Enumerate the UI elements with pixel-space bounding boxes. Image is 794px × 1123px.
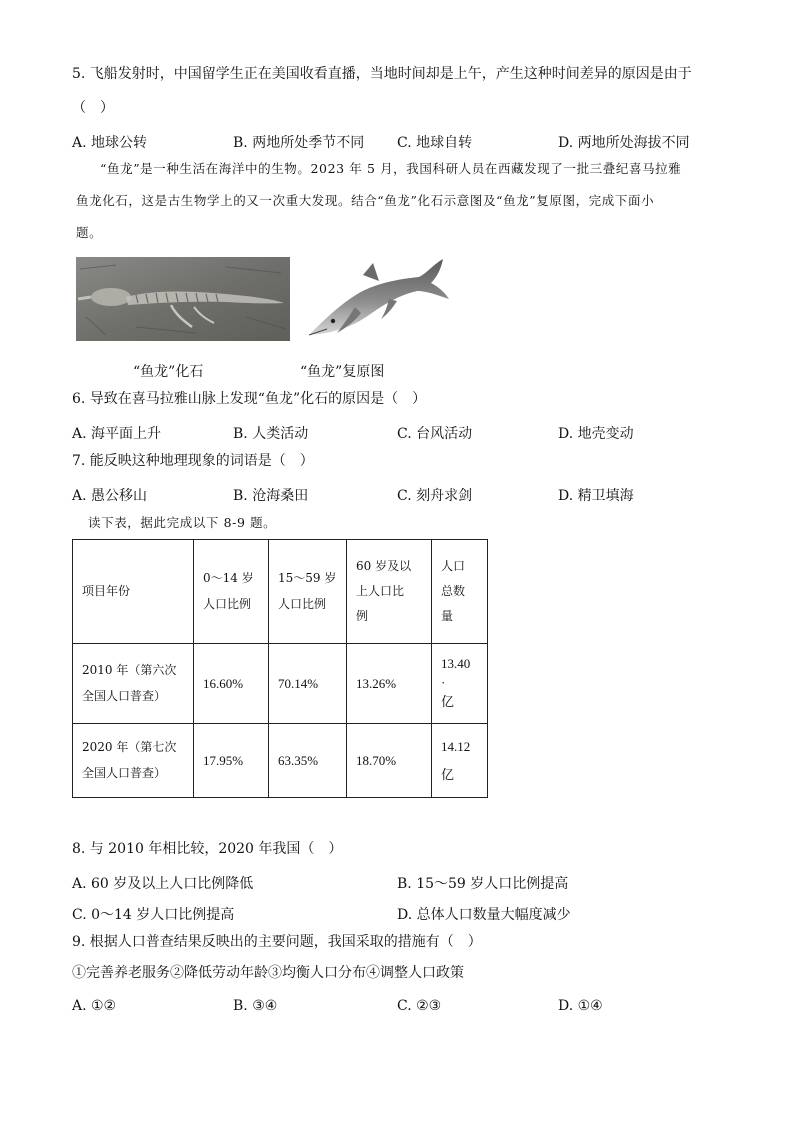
q7-option-d: D. 精卫填海 — [558, 488, 634, 504]
row-2020-year — [73, 724, 194, 798]
q9-option-d: D. ①④ — [558, 998, 603, 1014]
header-working-ratio — [269, 540, 347, 644]
q8-option-b: B. 15～59 岁人口比例提高 — [397, 876, 569, 892]
q5-option-d: D. 两地所处海拔不同 — [558, 135, 690, 151]
q5-option-b: B. 两地所处季节不同 — [233, 135, 365, 151]
q6-stem: 6. 导致在喜马拉雅山脉上发现“鱼龙”化石的原因是（ ） — [72, 391, 427, 407]
row-2020-working: 63.35% — [269, 724, 347, 798]
table-row-2020 — [73, 724, 488, 798]
q7-option-b: B. 沧海桑田 — [233, 488, 309, 504]
population-table — [72, 539, 488, 798]
q6-option-d: D. 地壳变动 — [558, 426, 634, 442]
row-2010-year-line-2: 全国人口普查） — [82, 688, 167, 703]
q7-stem: 7. 能反映这种地理现象的词语是（ ） — [72, 453, 314, 469]
row-2010-young: 16.60% — [194, 644, 269, 724]
q9-measure-items: ①完善养老服务②降低劳动年龄③均衡人口分布④调整人口政策 — [72, 965, 464, 981]
q8-option-d: D. 总体人口数量大幅度减少 — [397, 907, 571, 923]
table-header-row — [73, 540, 488, 644]
header-total-line-2: 总数 — [441, 583, 466, 598]
q6-option-c: C. 台风活动 — [397, 426, 473, 442]
row-2010-year-line-1: 2010 年（第六次 — [82, 663, 177, 678]
header-item-year-text: 项目年份 — [82, 583, 131, 598]
row-2010-total-dot: · — [441, 675, 446, 691]
header-item-year — [73, 540, 194, 644]
q5-stem: 5. 飞船发射时，中国留学生正在美国收看直播，当地时间却是上午，产生这种时间差异的原因是由于 — [72, 66, 692, 82]
table-row-2010 — [73, 644, 488, 724]
header-elderly-ratio-line-2: 上人口比 — [356, 583, 405, 598]
q8-stem: 8. 与 2010 年相比较，2020 年我国（ ） — [72, 841, 343, 857]
q8-option-c: C. 0～14 岁人口比例提高 — [72, 907, 235, 923]
q5-paren: （ ） — [72, 100, 114, 116]
row-2010-year — [73, 644, 194, 724]
header-young-ratio — [194, 540, 269, 644]
q9-stem: 9. 根据人口普查结果反映出的主要问题，我国采取的措施有（ ） — [72, 934, 482, 950]
q5-option-c: C. 地球自转 — [397, 135, 473, 151]
header-elderly-ratio-line-1: 60 岁及以 — [356, 558, 412, 573]
ichthyosaur-restoration-image — [303, 255, 451, 345]
passage-line-2: 鱼龙化石，这是古生物学上的又一次重大发现。结合“鱼龙”化石示意图及“鱼龙”复原图，完成下面小 — [76, 193, 655, 208]
q9-option-b: B. ③④ — [233, 998, 278, 1014]
fossil-caption: “鱼龙”化石 — [133, 364, 204, 380]
header-young-ratio-line-2: 人口比例 — [203, 596, 252, 611]
row-2020-year-line-2: 全国人口普查） — [82, 765, 167, 780]
passage-line-1: “鱼龙”是一种生活在海洋中的生物。2023 年 5 月，我国科研人员在西藏发现了一批三叠纪喜马拉雅 — [100, 161, 682, 176]
q7-option-a: A. 愚公移山 — [72, 488, 148, 504]
row-2020-total — [432, 724, 488, 798]
row-2010-elderly: 13.26% — [347, 644, 432, 724]
q9-option-a: A. ①② — [72, 998, 117, 1014]
header-working-ratio-line-1: 15～59 岁 — [278, 571, 337, 586]
row-2010-total — [432, 644, 488, 724]
q9-option-c: C. ②③ — [397, 998, 442, 1014]
restoration-caption: “鱼龙”复原图 — [300, 364, 385, 380]
q6-option-b: B. 人类活动 — [233, 426, 309, 442]
passage-line-3: 题。 — [76, 225, 103, 240]
header-total-line-3: 量 — [441, 609, 454, 624]
row-2020-total-unit: 亿 — [441, 766, 455, 782]
header-young-ratio-line-1: 0～14 岁 — [203, 571, 254, 586]
row-2010-total-unit: 亿 — [441, 693, 455, 709]
row-2010-total-value: 13.40 — [441, 656, 471, 672]
header-total-line-1: 人口 — [441, 558, 466, 573]
header-elderly-ratio-line-3: 例 — [356, 609, 369, 624]
header-total-population — [432, 540, 488, 644]
header-working-ratio-line-2: 人口比例 — [278, 596, 327, 611]
row-2020-year-line-1: 2020 年（第七次 — [82, 740, 177, 755]
header-elderly-ratio — [347, 540, 432, 644]
row-2020-total-value: 14.12 — [441, 739, 471, 755]
fossil-image — [76, 257, 290, 341]
row-2020-young: 17.95% — [194, 724, 269, 798]
q8-option-a: A. 60 岁及以上人口比例降低 — [72, 876, 254, 892]
row-2020-elderly: 18.70% — [347, 724, 432, 798]
q6-option-a: A. 海平面上升 — [72, 426, 162, 442]
table-intro: 读下表，据此完成以下 8-9 题。 — [88, 515, 277, 530]
q5-option-a: A. 地球公转 — [72, 135, 148, 151]
row-2010-working: 70.14% — [269, 644, 347, 724]
q7-option-c: C. 刻舟求剑 — [397, 488, 473, 504]
